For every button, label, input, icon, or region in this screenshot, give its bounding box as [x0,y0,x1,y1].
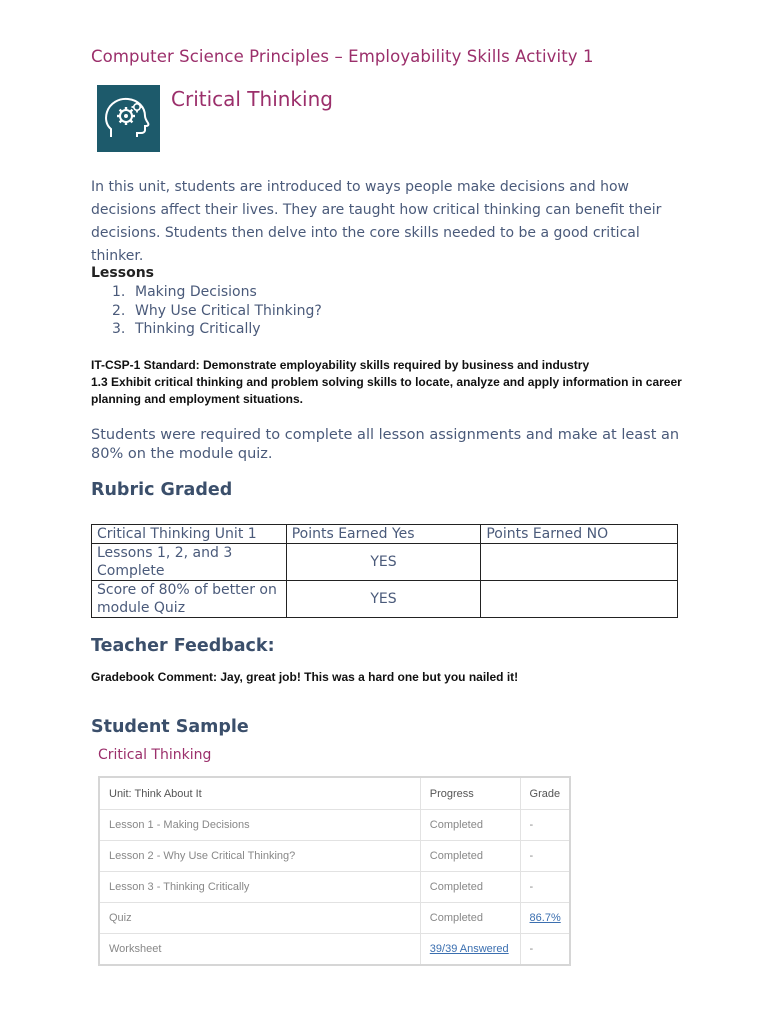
table-header-row [99,777,570,810]
table-row [92,581,678,618]
table-cell: Lessons 1, 2, and 3 Complete [92,544,287,581]
table-row [99,934,570,966]
lesson-name: Worksheet [99,934,420,966]
lesson-name: Lesson 3 - Thinking Critically [99,872,420,903]
grade-value: - [520,810,570,841]
standard-subline: 1.3 Exhibit critical thinking and problem solving skills to locate, analyze and apply information in career planning and employment situations. [91,375,682,406]
progress-status: Completed [420,810,520,841]
requirement-paragraph: Students were required to complete all lesson assignments and make at least an 80% on the module quiz. [91,427,680,462]
progress-cell [420,934,520,966]
column-header: Unit: Think About It [99,777,420,810]
student-sample-heading: Student Sample [91,717,249,737]
column-header: Grade [520,777,570,810]
list-item: 2. Why Use Critical Thinking? [112,302,322,319]
column-header: Critical Thinking Unit 1 [92,525,287,544]
lesson-name: Quiz [99,903,420,934]
progress-table [98,776,571,966]
table-cell [481,581,678,618]
rubric-heading: Rubric Graded [91,480,233,500]
lessons-heading: Lessons [91,265,154,281]
table-cell: YES [286,581,481,618]
table-row [92,544,678,581]
table-row [99,841,570,872]
grade-value: - [520,872,570,903]
progress-status: Completed [420,903,520,934]
standard-line: IT-CSP-1 Standard: Demonstrate employability skills required by business and industry [91,358,590,372]
grade-cell [520,903,570,934]
progress-status: Completed [420,872,520,903]
table-row [99,810,570,841]
table-cell [481,544,678,581]
table-row [99,903,570,934]
table-row [99,872,570,903]
head-with-gears-icon [97,85,160,152]
lesson-name: Lesson 1 - Making Decisions [99,810,420,841]
gradebook-comment: Gradebook Comment: Jay, great job! This was a hard one but you nailed it! [91,670,519,684]
grade-value: - [520,841,570,872]
lesson-name: Lesson 2 - Why Use Critical Thinking? [99,841,420,872]
table-cell: Score of 80% of better on module Quiz [92,581,287,618]
grade-value: - [520,934,570,966]
column-header: Progress [420,777,520,810]
intro-paragraph: In this unit, students are introduced to ways people make decisions and how decisions affect their lives. They are taught how critical thinking can benefit their decisions. Students then delve into the core skills needed to be a good critical thinker. [91,179,662,264]
table-header-row [92,525,678,544]
lessons-list [112,283,322,339]
column-header: Points Earned Yes [286,525,481,544]
document-title: Computer Science Principles – Employability Skills Activity 1 [91,47,594,66]
feedback-heading: Teacher Feedback: [91,636,275,656]
section-title: Critical Thinking [171,87,333,111]
quiz-grade-link[interactable]: 86.7% [529,912,561,924]
sample-title: Critical Thinking [98,747,212,763]
rubric-table [91,524,678,618]
standard-statement [91,357,691,408]
table-cell: YES [286,544,481,581]
list-item: 1. Making Decisions [112,284,257,300]
progress-status: Completed [420,841,520,872]
column-header: Points Earned NO [481,525,678,544]
worksheet-answered-link[interactable]: 39/39 Answered [429,943,509,955]
list-item: 3. Thinking Critically [112,321,261,337]
